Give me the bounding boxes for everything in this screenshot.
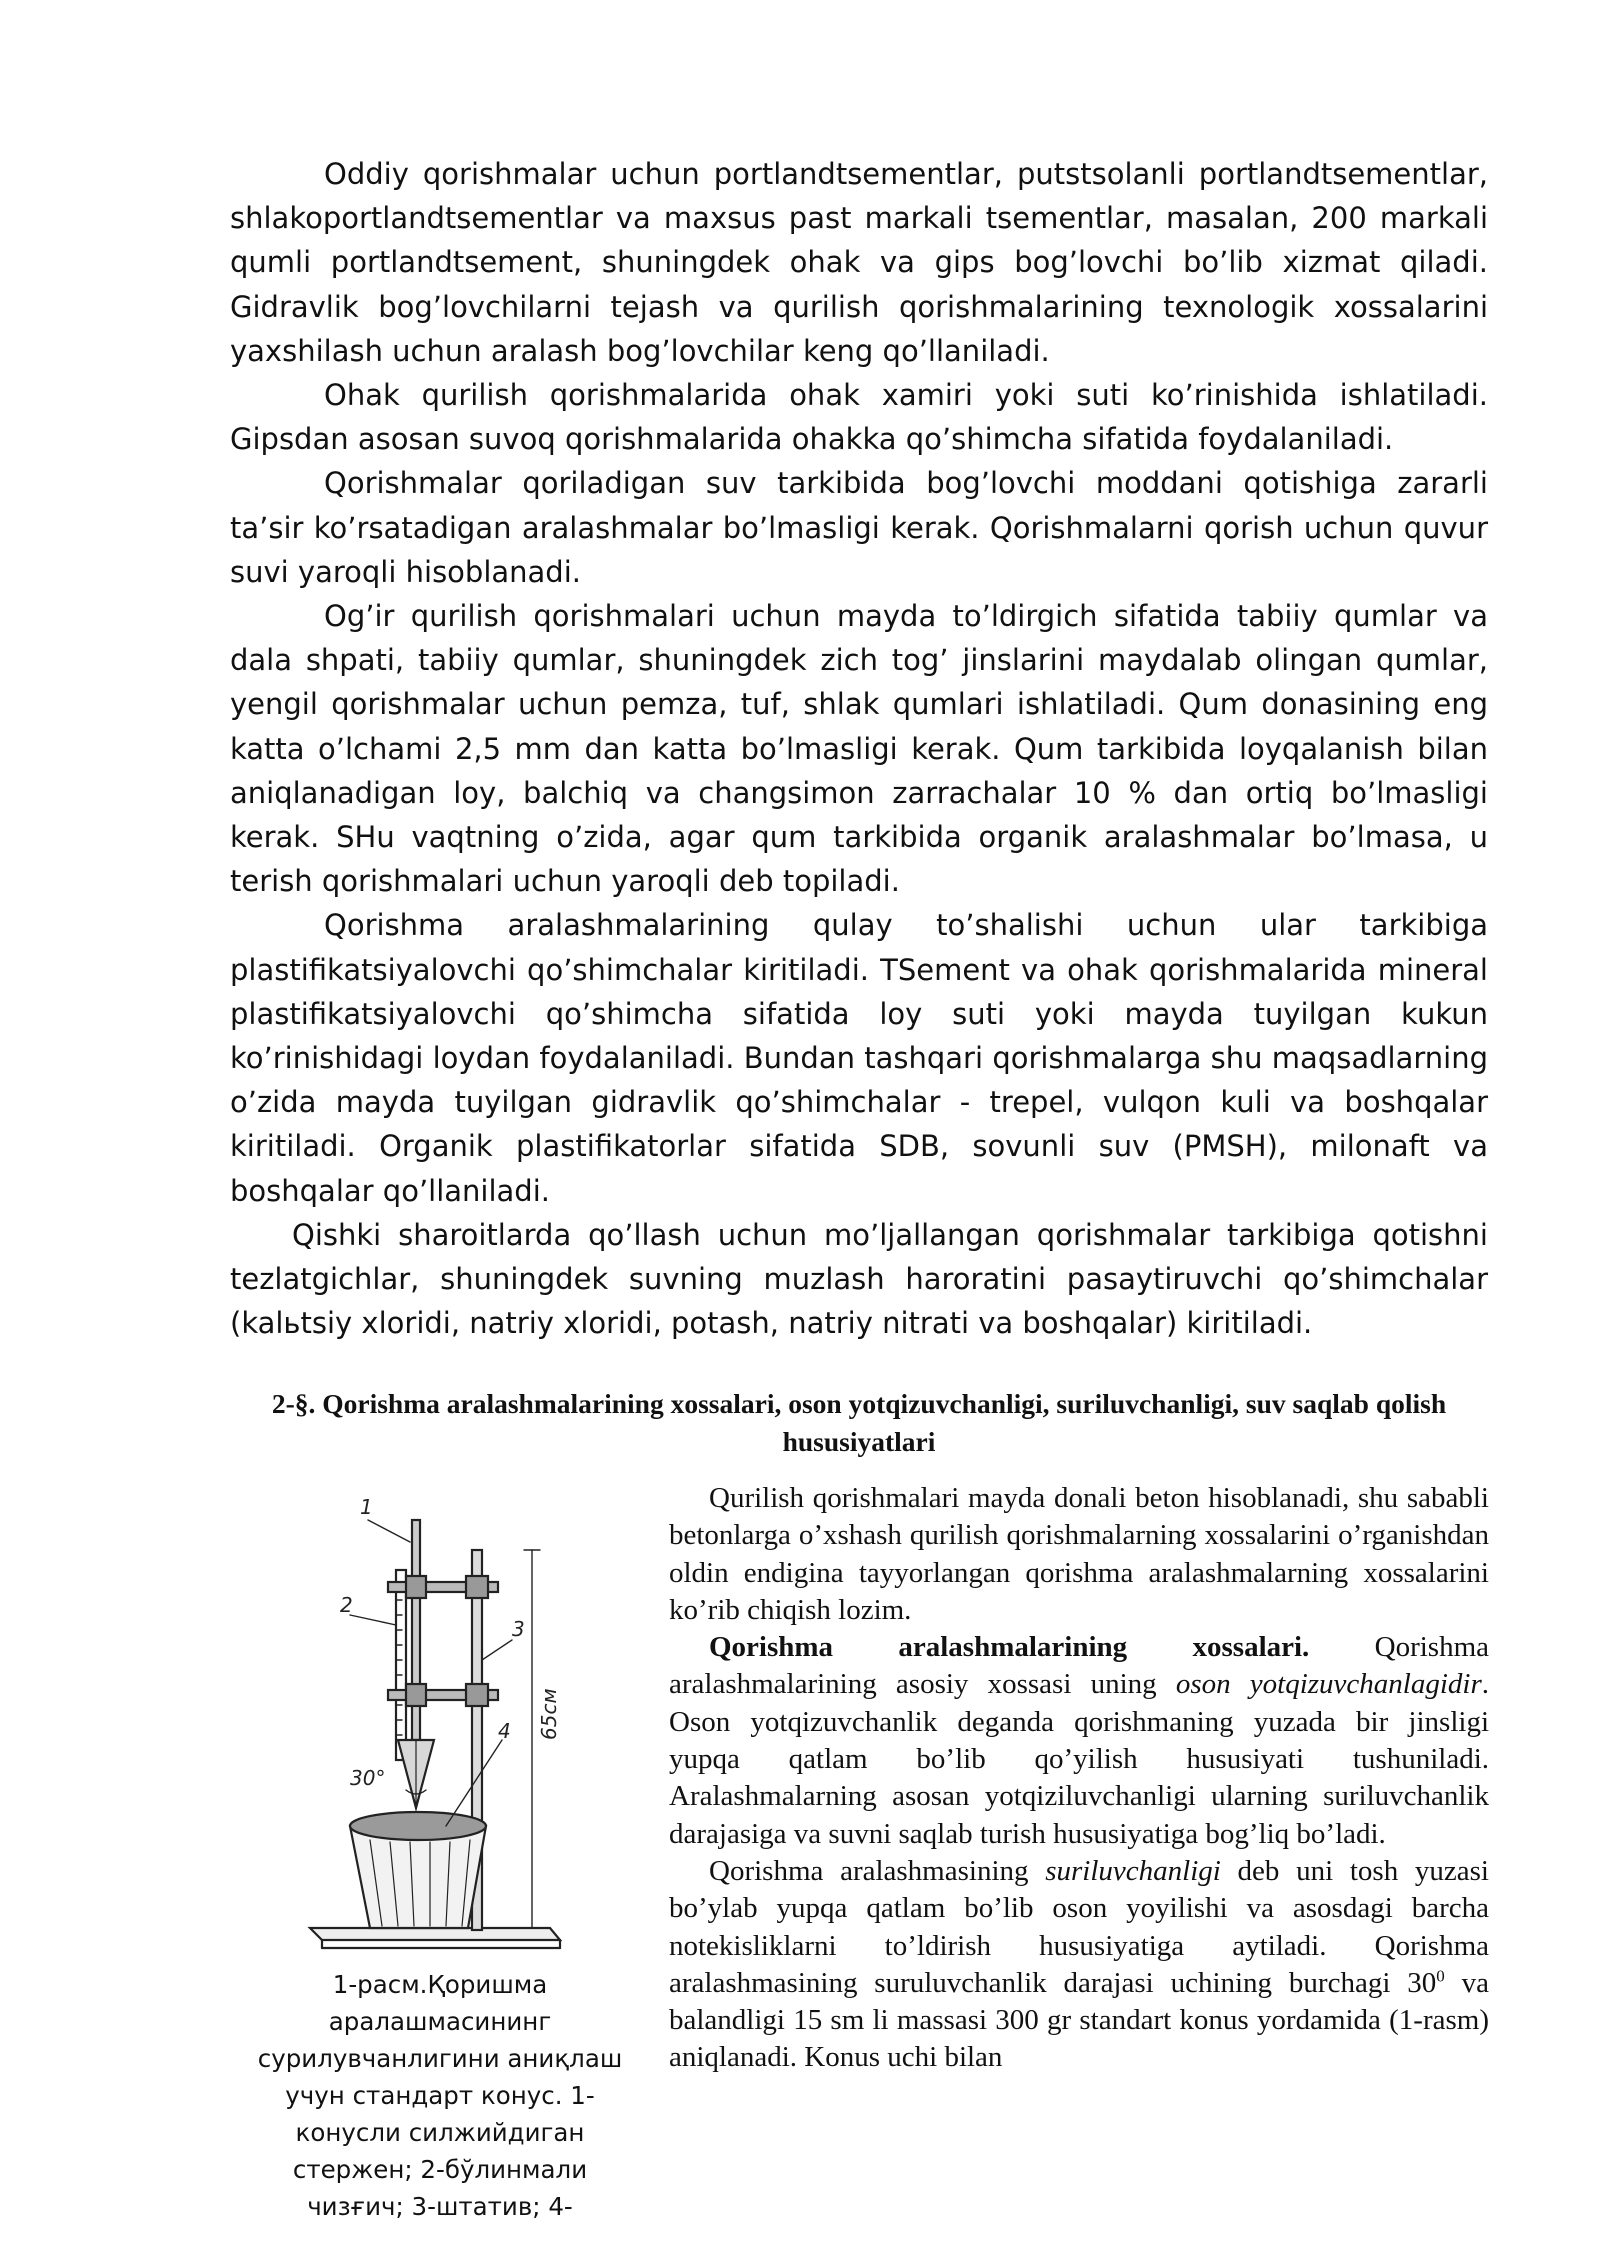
cone-apparatus-figure: [250, 1490, 630, 1960]
figure-caption: 1-расм.Қоришма аралашмасининг сурилувчанлигини аниқлаш учун стандарт конус. 1-конусли силжийдиган стержен; 2-бўлинмали чизғич; 3-штатив; 4-: [257, 1970, 623, 2221]
text-span: deb uni tosh yuzasi bo’ylab yupqa qatlam bo’lib oson yoyilishi va asosdagi barcha notekisliklarni to’ldirish hususiyatiga aytiladi. Qorishma aralashmasining suruluvchanlik darajasi uchining burchagi 30: [669, 1854, 1489, 1999]
figure-label-2: 2: [340, 1593, 353, 1617]
text-span: Qorishma aralashmasining: [709, 1854, 1046, 1887]
figure-label-angle: 30°: [350, 1766, 386, 1790]
figure-label-height: 65см: [537, 1688, 561, 1740]
italic-term: oson yotqizuvchanlagidir: [1175, 1668, 1482, 1701]
degree-superscript: 0: [1436, 1966, 1445, 1986]
paragraph: [669, 1629, 1489, 1853]
paragraph: Oddiy qorishmalar uchun portlandtsementlar, putstsolanli portlandtsementlar, shlakoportlandtsementlar va maxsus past markali tsementlar, masalan, 200 markali qumli portlandtsement, shuningdek ohak va gips bog’lovchi bo’lib xizmat qiladi. Gidravlik bog’lovchilarni tejash va qurilish qorishmalarining texnologik xossalarini yaxshilash uchun aralash bog’lovchilar keng qo’llaniladi.: [230, 157, 1488, 368]
text-span: va balandligi 15 sm li massasi 300 gr standart konus yordamida (1-rasm) aniqlanadi. Konus uchi bilan: [669, 1966, 1490, 2074]
paragraph: Og’ir qurilish qorishmalari uchun mayda to’ldirgich sifatida tabiiy qumlar va dala shpati, tabiiy qumlar, shuningdek zich tog’ jinslarini maydalab olingan qumlar, yengil qorishmalar uchun pemza, tuf, shlak qumlari ishlatiladi. Qum donasining eng katta o’lchami 2,5 mm dan katta bo’lmasligi kerak. Qum tarkibida loyqalanish bilan aniqlanadigan loy, balchiq va changsimon zarrachalar 10 % dan ortiq bo’lmasligi kerak. SHu vaqtning o’zida, agar qum tarkibida organik aralashmalar bo’lmasa, u terish qorishmalari uchun yaroqli deb topiladi.: [230, 599, 1488, 899]
paragraph: Qurilish qorishmalari mayda donali beton hisoblanadi, shu sababli betonlarga o’xshash qurilish qorishmalarning xossalarini o’rganishdan oldin endigina tayyorlangan qorishma aralashmalarning xossalarini ko’rib chiqish lozim.: [669, 1482, 1489, 1626]
section-heading: 2-§. Qorishma aralashmalarining xossalari, oson yotqizuvchanligi, suriluvchanligi, suv saqlab qolish hususiyatlari: [271, 1388, 1447, 1457]
paragraph: Qorishma aralashmalarining qulay to’shalishi uchun ular tarkibiga plastifikatsiyalovchi qo’shimchalar kiritiladi. TSement va ohak qorishmalarida mineral plastifikatsiyalovchi qo’shimcha sifatida loy suti yoki mayda tuyilgan kukun ko’rinishidagi loydan foydalaniladi. Bundan tashqari qorishmalarga shu maqsadlarning o’zida mayda tuyilgan gidravlik qo’shimchalar - trepel, vulqon kuli va boshqalar kiritiladi. Organik plastifikatorlar sifatida SDB, sovunli suv (PMSH), milonaft va boshqalar qo’llaniladi.: [230, 908, 1488, 1208]
paragraph: Ohak qurilish qorishmalarida ohak xamiri yoki suti ko’rinishida ishlatiladi. Gipsdan asosan suvoq qorishmalarida ohakka qo’shimcha sifatida foydalaniladi.: [230, 378, 1488, 457]
paragraph: Qorishmalar qoriladigan suv tarkibida bog’lovchi moddani qotishiga zararli ta’sir ko’rsatadigan aralashmalar bo’lmasligi kerak. Qorishmalarni qorish uchun quvur suvi yaroqli hisoblanadi.: [230, 466, 1488, 589]
paragraph: [669, 1853, 1489, 2077]
body-text: [230, 152, 1488, 1345]
cone-apparatus-drawing: [250, 1490, 630, 1960]
italic-term: suriluvchanligi: [1045, 1854, 1221, 1887]
text-span: . Oson yotqizuvchanlik deganda qorishmaning yuzada bir jinsligi yupqa qatlam bo’lib qo’yilish hususiyati tushuniladi. Aralashmalarning asosan yotqiziluvchanligi ularning suriluvchanlik darajasiga va suvni saqlab turish hususiyatiga bog’liq bo’ladi.: [669, 1668, 1489, 1850]
paragraph: Qishki sharoitlarda qo’llash uchun mo’ljallangan qorishmalar tarkibiga qotishni tezlatgichlar, shuningdek suvning muzlash haroratini pasaytiruvchi qo’shimchalar (kalьtsiy xloridi, natriy xloridi, potash, natriy nitrati va boshqalar) kiritiladi.: [230, 1217, 1488, 1341]
text-span: Qorishma aralashmalarining asosiy xossasi uning: [669, 1631, 1490, 1701]
bold-term: Qorishma aralashmalarining xossalari.: [709, 1631, 1310, 1664]
figure-label-3: 3: [512, 1617, 525, 1641]
right-column-text: [669, 1480, 1489, 2077]
figure-label-4: 4: [498, 1719, 511, 1743]
figure-label-1: 1: [360, 1495, 373, 1519]
